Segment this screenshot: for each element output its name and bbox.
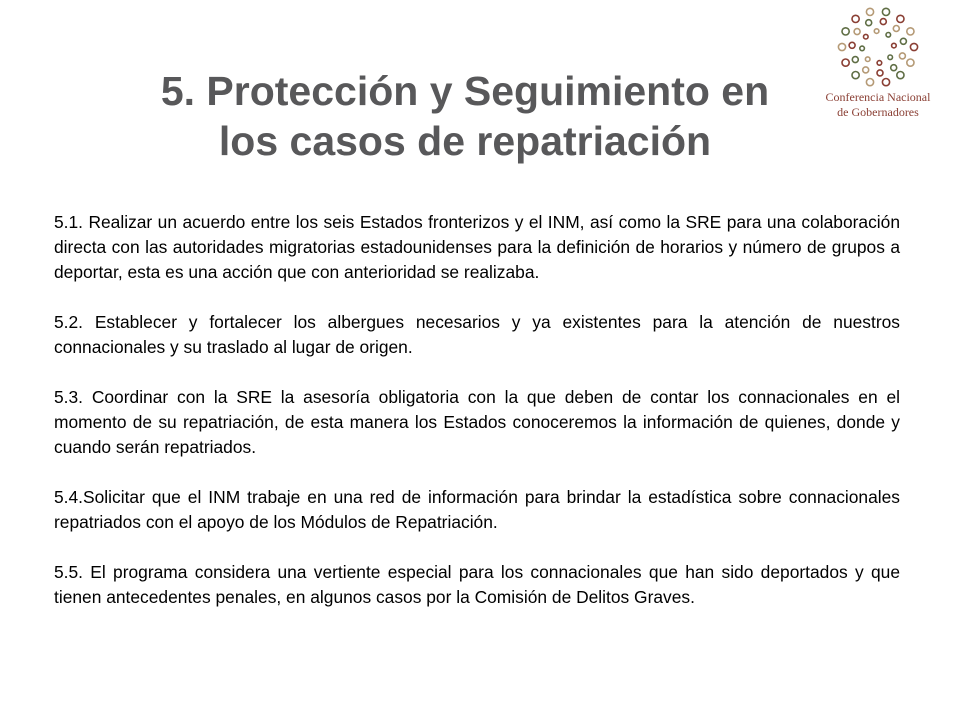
title-line-2: los casos de repatriación <box>218 118 712 164</box>
logo-line-2: de Gobernadores <box>837 105 919 119</box>
slide-body <box>54 210 900 635</box>
paragraph-5-1: 5.1. Realizar un acuerdo entre los seis Estados fronterizos y el INM, así como la SRE para una colaboración directa con las autoridades migratorias estadounidenses para la definición de horarios y número de grupos a deportar, esta es una acción que con anterioridad se realizaba. <box>54 212 900 282</box>
logo-line-1: Conferencia Nacional <box>825 90 931 104</box>
title-line-1: 5. Protección y Seguimiento en <box>160 68 770 114</box>
paragraph-5-2: 5.2. Establecer y fortalecer los albergues necesarios y ya existentes para la atención de nuestros connacionales y su traslado al lugar de origen. <box>54 312 900 357</box>
paragraph-5-4: 5.4.Solicitar que el INM trabaje en una red de información para brindar la estadística sobre connacionales repatriados con el apoyo de los Módulos de Repatriación. <box>54 487 900 532</box>
paragraph-5-5: 5.5. El programa considera una vertiente especial para los connacionales que han sido deportados y que tienen antecedentes penales, en algunos casos por la Comisión de Delitos Graves. <box>54 562 900 607</box>
paragraph-5-3: 5.3. Coordinar con la SRE la asesoría obligatoria con la que deben de contar los connacionales en el momento de su repatriación, de esta manera los Estados conoceremos la información de quienes, donde y cuando serán repatriados. <box>54 387 900 457</box>
slide-title <box>40 66 890 166</box>
conago-spiral-icon <box>837 6 919 88</box>
conago-logo <box>822 6 934 124</box>
logo-text <box>822 90 934 120</box>
